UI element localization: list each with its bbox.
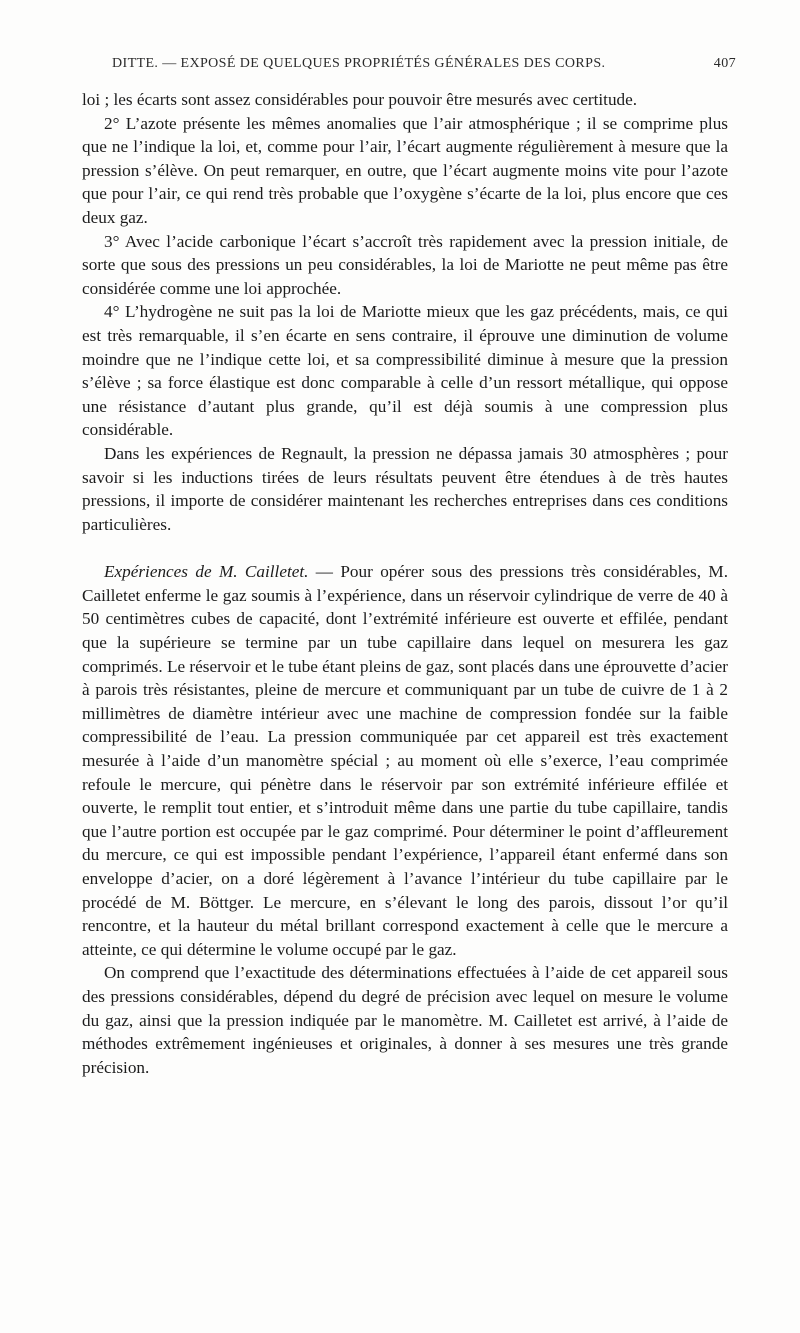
paragraph-continuation: loi ; les écarts sont assez considérables pour pouvoir être mesurés avec certitude.: [82, 90, 638, 109]
running-title: DITTE. — EXPOSÉ DE QUELQUES PROPRIÉTÉS GÉNÉRALES DES CORPS.: [112, 56, 606, 71]
section-text: — Pour opérer sous des pressions très considérables, M. Cailletet enferme le gaz soumis à l’expérience, dans un réservoir cylindrique de verre de 40 à 50 centimètres cubes de capacité, dont l’extrémité inférieure est ouverte et effilée, pendant que la supérieure se termine par un tube capillaire dans lequel on mesurera les gaz comprimés. Le réservoir et le tube étant pleins de gaz, sont placés dans une éprouvette d’acier à parois très résistantes, pleine de mercure et communiquant par un tube de cuivre de 1 à 2 millimètres de diamètre intérieur avec une machine de compression fondée sur la faible compressibilité de l’eau. La pression communiquée par cet appareil est très exactement mesurée à l’aide d’un manomètre spécial ; au moment où elle s’exerce, l’eau comprimée refoule le mercure, qui pénètre dans le réservoir par son extrémité inférieure effilée et ouverte, le remplit tout entier, et s’introduit même dans une partie du tube capillaire, tandis que l’autre portion est occupée par le gaz comprimé. Pour déterminer le point d’affleurement du mercure, ce qui est impossible pendant l’expérience, l’appareil étant enfermé dans son enveloppe d’acier, on a doré légèrement à l’avance l’intérieur du tube capillaire par le procédé de M. Böttger. Le mercure, en s’élevant le long des parois, dissout l’or qu’il rencontre, et la hauteur du métal brillant correspond exactement à celle que le mercure a atteinte, ce qui détermine le volume occupé par le gaz.: [82, 562, 728, 959]
page-header: [112, 56, 736, 72]
paragraph-acide-carbonique: 3° Avec l’acide carbonique l’écart s’accroît très rapidement avec la pression initiale, de sorte que sous des pressions un peu considérables, la loi de Mariotte ne peut même pas être considérée comme une loi approchée.: [82, 231, 728, 298]
paragraph-conclusion: On comprend que l’exactitude des déterminations effectuées à l’aide de cet appareil sous des pressions considérables, dépend du degré de précision avec lequel on mesure le volume du gaz, ainsi que la pression indiquée par le manomètre. M. Cailletet est arrivé, à l’aide de méthodes extrêmement ingénieuses et originales, à donner à ses mesures une très grande précision.: [82, 963, 728, 1077]
paragraph-azote: 2° L’azote présente les mêmes anomalies que l’air atmosphérique ; il se comprime plus que ne l’indique la loi, et, comme pour l’air, l’écart augmente régulièrement à mesure que la pression s’élève. On peut remarquer, en outre, que l’écart augmente moins vite pour l’azote que pour l’air, ce qui rend très probable que l’oxygène s’écarte de la loi, plus encore que ces deux gaz.: [82, 113, 728, 227]
section-title: Expériences de M. Cailletet.: [104, 562, 309, 582]
paragraph-regnault: Dans les expériences de Regnault, la pression ne dépassa jamais 30 atmosphères ; pour savoir si les inductions tirées de leurs résultats peuvent être étendues à de très hautes pressions, il importe de considérer maintenant les recherches entreprises dans ces conditions particulières.: [82, 443, 728, 534]
paragraph-cailletet: [82, 560, 728, 961]
body-text: [82, 88, 728, 1079]
page-number: 407: [713, 56, 736, 71]
paragraph-hydrogene: 4° L’hydrogène ne suit pas la loi de Mariotte mieux que les gaz précédents, mais, ce qui est très remarquable, il s’en écarte en sens contraire, il éprouve une diminution de volume moindre que ne l’indique cette loi, et sa compressibilité diminue à mesure que la pression s’élève ; sa force élastique est donc comparable à celle d’un ressort métallique, qui oppose une résistance d’autant plus grande, qu’il est déjà soumis à une compression plus considérable.: [82, 302, 728, 440]
